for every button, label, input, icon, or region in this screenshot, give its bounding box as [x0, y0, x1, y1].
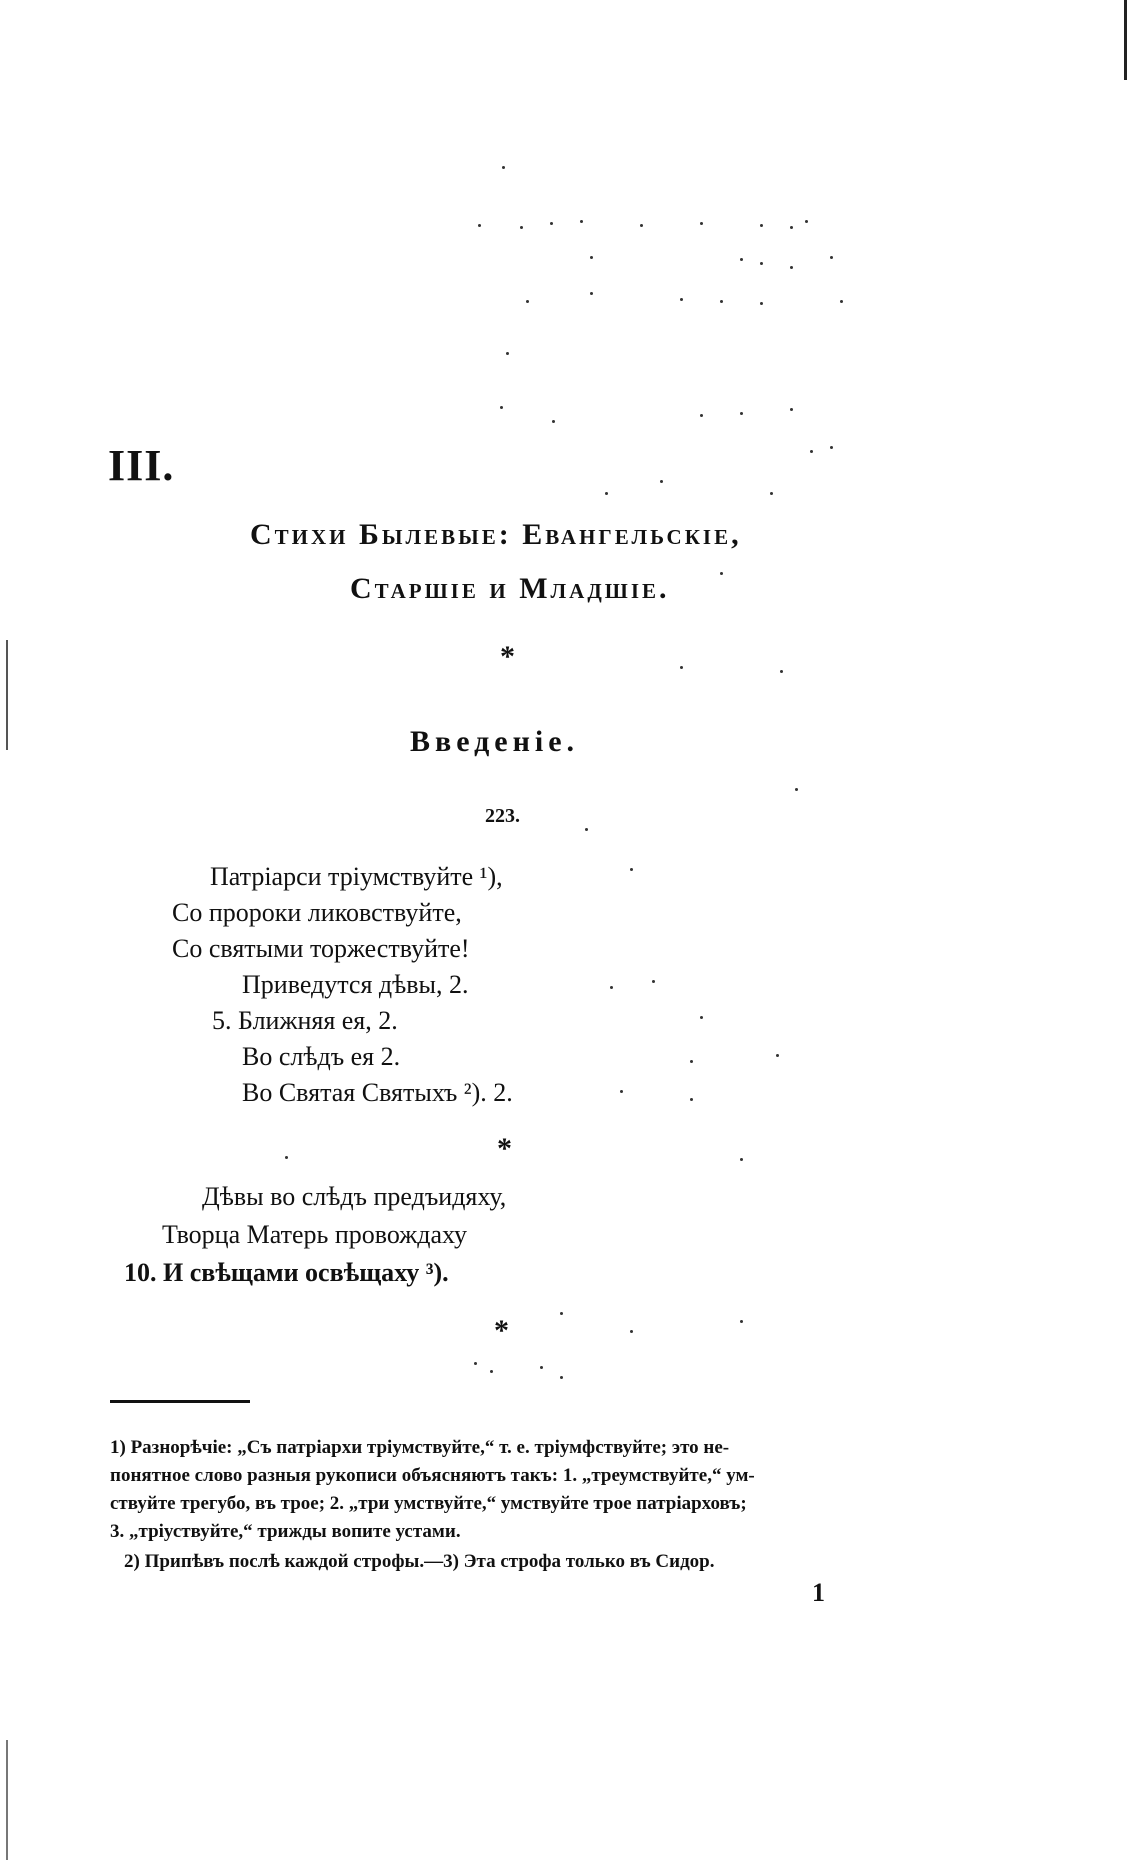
song-number: 223. [485, 805, 520, 827]
chapter-title-line-1: Стихи Былевые: Евангельскіе, [250, 518, 742, 551]
scan-edge-line [6, 1740, 8, 1860]
verse-line: Творца Матерь провождаху [162, 1220, 467, 1249]
section-heading: Введеніе. [410, 725, 580, 758]
verse-line: Со святыми торжествуйте! [172, 934, 470, 963]
footnote-line: понятное слово разныя рукописи объясняютъ такъ: 1. „треумствуйте,“ ум- [110, 1465, 755, 1486]
part-number: III. [108, 441, 175, 490]
verse-line: Во Святая Святыхъ ²). 2. [242, 1078, 513, 1107]
verse-line: Патріарси тріумствуйте ¹), [210, 862, 503, 891]
scan-edge-line [6, 640, 8, 750]
footnote-divider [110, 1400, 250, 1403]
verse-line: Во слѣдъ ея 2. [242, 1042, 401, 1071]
verse-line: Дѣвы во слѣдъ предъидяху, [202, 1182, 507, 1211]
footnote-line: 3. „тріуствуйте,“ трижды вопите устами. [110, 1521, 461, 1542]
scan-edge-line [1124, 0, 1127, 80]
chapter-title-line-2: Старшіе и Младшіе. [350, 572, 670, 605]
footnote-line: 2) Припѣвъ послѣ каждой строфы.—3) Эта строфа только въ Сидор. [124, 1551, 715, 1572]
verse-line: Со пророки ликовствуйте, [172, 898, 462, 927]
separator-asterisk: * [494, 1314, 509, 1347]
separator-asterisk: * [497, 1132, 512, 1165]
page-number: 1 [812, 1578, 825, 1607]
footnote-line: 1) Разнорѣчіе: „Съ патріархи тріумствуйте,“ т. е. тріумфствуйте; это не- [110, 1437, 730, 1458]
verse-line: 10. И свѣщами освѣщаху ³). [124, 1258, 449, 1287]
verse-line: Приведутся дѣвы, 2. [242, 970, 469, 999]
verse-line: 5. Ближняя ея, 2. [212, 1006, 398, 1035]
footnote-line: ствуйте трегубо, въ трое; 2. „три умствуйте,“ умствуйте трое патріарховъ; [110, 1493, 747, 1514]
separator-asterisk: * [500, 640, 515, 673]
